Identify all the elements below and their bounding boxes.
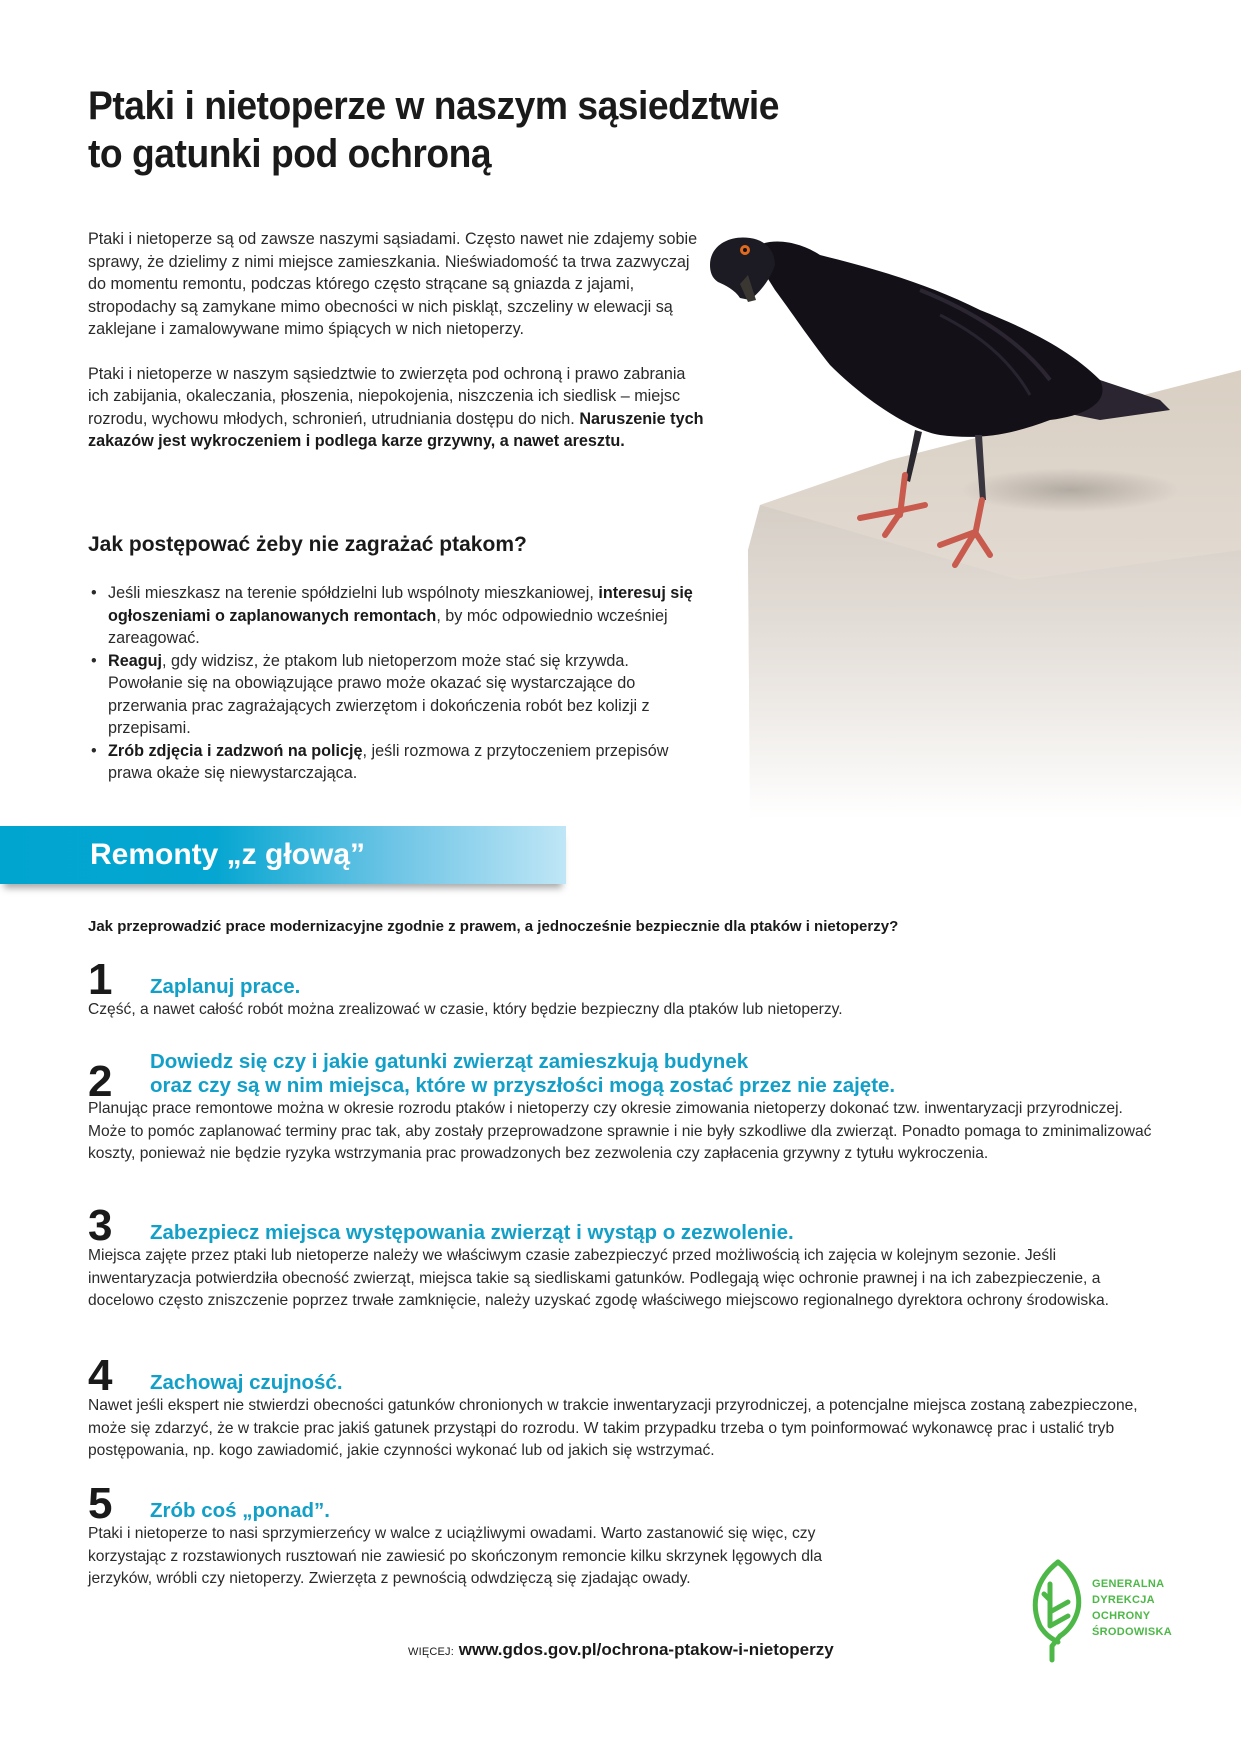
pigeon-body	[750, 242, 1103, 437]
step-body: Nawet jeśli ekspert nie stwierdzi obecności gatunków chronionych w trakcie inwentaryzacji przyrodniczej, a potencjalne miejsca zostaną zabezpieczone, może się zdarzyć, że w trakcie prac jakiś gatunek przystąpi do rozrodu. W takim przypadku trzeba o tym poinformować wykonawcę prac i ustalić tryb postępowania, np. kogo zawiadomić, jakie czynności wykonać lub od jakich się wstrzymać.	[88, 1397, 1138, 1459]
step-heading-line-2: oraz czy są w nim miejsca, które w przyszłości mogą zostać przez nie zajęte.	[150, 1074, 896, 1097]
logo-line: ŚRODOWISKA	[1092, 1626, 1172, 1638]
intro-paragraph-1: Ptaki i nietoperze są od zawsze naszymi sąsiadami. Często nawet nie zdajemy sobie sprawy, że dzielimy z nimi miejsce zamieszkania. Nieświadomość ta trwa zazwyczaj do momentu remontu, podczas którego często strącane są gniazda z jajami, stropodachy są zamykane mimo obecności w nich piskląt, szczeliny w elewacji są zaklejane i zamalowywane mimo śpiących w nich nietoperzy.	[88, 230, 698, 338]
bullet-icon: •	[91, 741, 97, 760]
how-to-heading: Jak postępować żeby nie zagrażać ptakom?	[88, 533, 527, 556]
item-bold: Zrób zdjęcia i zadzwoń na policję	[108, 741, 363, 760]
step-3	[88, 1201, 1158, 1313]
step-body: Miejsca zajęte przez ptaki lub nietoperze należy we właściwym czasie zabezpieczyć przed możliwością ich zajęcia w kolejnym sezonie. Jeśli inwentaryzacja potwierdziła obecność zwierząt, miejsca takie są siedliskami gatunków. Podlegają więc ochronie prawnej i na ich zabezpieczenie, a docelowo często zniszczenie poprzez trwałe zamknięcie, należy uzyskać zgodę właściwego miejscowo regionalnego dyrektora ochrony środowiska.	[88, 1247, 1110, 1309]
logo-line: OCHRONY	[1092, 1610, 1151, 1622]
more-label: WIĘCEJ:	[408, 1646, 455, 1658]
step-body: Ptaki i nietoperze to nasi sprzymierzeńcy w walce z uciążliwymi owadami. Warto zastanowić się więc, czy korzystając z rozstawionych rusztowań nie zawiesić po skończonym remoncie kilku skrzynek lęgowych dla jerzyków, wróbli czy nietoperzy. Zwierzęta z pewnością odwdzięczą się zjadając owady.	[88, 1525, 823, 1587]
intro-p2-text: Ptaki i nietoperze w naszym sąsiedztwie to zwierzęta pod ochroną i prawo zabrania ich zabijania, okaleczania, płoszenia, niepokojenia, niszczenia ich siedlisk – miejsc rozrodu, wychowu młodych, schronień, utrudniania dostępu do nich.	[88, 364, 686, 428]
section-banner	[0, 826, 566, 884]
step-5	[88, 1479, 888, 1591]
item-bold: Reaguj	[108, 651, 162, 670]
step-1	[88, 955, 1158, 1022]
step-2	[88, 1050, 1158, 1166]
leaf-icon	[1028, 1554, 1088, 1664]
list-item	[88, 582, 708, 650]
item-text: , jeśli rozmowa z przytoczeniem przepisów prawa okaże się niewystarczająca.	[108, 741, 669, 782]
bullet-icon: •	[91, 584, 97, 602]
item-text: Jeśli mieszkasz na terenie spółdzielni lub wspólnoty mieszkaniowej,	[108, 584, 599, 602]
title-line-2: to gatunki pod ochroną	[88, 132, 492, 176]
intro-p2-bold: Naruszenie tych zakazów jest wykroczeniem i podlega karze grzywny, a nawet aresztu.	[88, 409, 704, 450]
footer	[408, 1640, 834, 1660]
section-question: Jak przeprowadzić prace modernizacyjne zgodnie z prawem, a jednocześnie bezpiecznie dla ptaków i nietoperzy?	[88, 918, 899, 935]
logo-text	[1092, 1576, 1172, 1640]
pigeon-photo	[690, 220, 1241, 820]
intro-text	[88, 228, 708, 453]
logo-line: DYREKCJA	[1092, 1594, 1155, 1606]
how-to-list	[88, 582, 708, 785]
page-title	[88, 82, 779, 178]
gdos-logo	[1028, 1554, 1178, 1664]
step-number: 3	[88, 1201, 113, 1250]
list-item	[88, 740, 708, 785]
step-4	[88, 1351, 1158, 1463]
step-number: 5	[88, 1479, 113, 1528]
bullet-icon: •	[91, 651, 97, 670]
step-number: 1	[88, 955, 113, 1004]
step-heading: Zrób coś „ponad”.	[150, 1499, 330, 1522]
title-line-1: Ptaki i nietoperze w naszym sąsiedztwie	[88, 84, 779, 128]
list-item	[88, 650, 708, 740]
item-bold: interesuj się ogłoszeniami o zaplanowanych remontach	[108, 584, 693, 625]
item-text: , by móc odpowiednio wcześniej zareagować.	[108, 606, 668, 647]
intro-paragraph-2	[88, 363, 708, 453]
step-heading: Zachowaj czujność.	[150, 1371, 343, 1394]
step-heading: Zaplanuj prace.	[150, 975, 301, 998]
item-text: , gdy widzisz, że ptakom lub nietoperzom może stać się krzywda. Powołanie się na obowiązujące prawo może okazać się wystarczające do przerwania prac zagrażających zwierzętom i dokończenia robót bez kolizji z przepisami.	[108, 651, 650, 737]
logo-line: GENERALNA	[1092, 1578, 1165, 1590]
step-body: Część, a nawet całość robót można zrealizować w czasie, który będzie bezpieczny dla ptaków lub nietoperzy.	[88, 1001, 843, 1018]
banner-title: Remonty „z głową”	[90, 838, 366, 871]
step-number: 2	[88, 1057, 113, 1106]
step-body: Planując prace remontowe można w okresie rozrodu ptaków i nietoperzy czy okresie zimowania nietoperzy dokonać tzw. inwentaryzacji przyrodniczej. Może to pomóc zaplanować terminy prac tak, aby zostały przeprowadzone sprawnie i nie były szkodliwe dla zwierząt. Ponadto pomaga to zminimalizować koszty, ponieważ nie będzie ryzyka wstrzymania prac prowadzonych bez zezwolenia czy zapłacenia grzywny z tytułu wykroczenia.	[88, 1100, 1152, 1162]
step-heading: Zabezpiecz miejsca występowania zwierząt i wystąp o zezwolenie.	[150, 1221, 794, 1244]
step-number: 4	[88, 1351, 113, 1400]
step-heading: Dowiedz się czy i jakie gatunki zwierząt zamieszkują budynek	[150, 1050, 749, 1073]
more-link[interactable]: www.gdos.gov.pl/ochrona-ptakow-i-nietoperzy	[458, 1640, 834, 1659]
